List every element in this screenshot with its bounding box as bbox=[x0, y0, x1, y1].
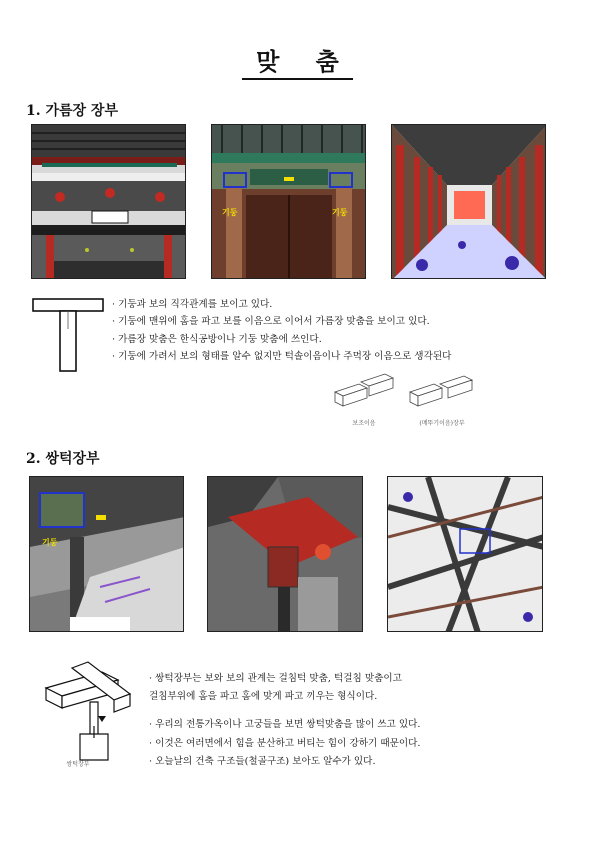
photo-red-bracket bbox=[207, 476, 363, 632]
section2-bullet: · 우리의 전통가옥이나 고궁들을 보면 쌍턱맞춤을 많이 쓰고 있다. bbox=[149, 719, 421, 730]
section1-bullet: · 기둥에 가려서 보의 형태를 알수 없지만 턱솔이음이나 주먹장 이음으로 생각된다 bbox=[112, 350, 452, 362]
column-label: 기둥 bbox=[42, 537, 58, 547]
t-joint-diagram bbox=[31, 297, 105, 373]
ssangteok-diagram-caption: 쌍턱장부 bbox=[66, 761, 90, 768]
section2-bullet: 걸침부위에 홈을 파고 홈에 맞게 파고 끼우는 형식이다. bbox=[149, 691, 378, 702]
section2-bullets-a bbox=[149, 670, 402, 706]
page-title: 맞 춤 bbox=[0, 42, 595, 77]
joint-sketch-1-caption: 보조이음 bbox=[352, 420, 376, 427]
section2-bullets-b bbox=[149, 716, 420, 772]
photo-beam-structure bbox=[387, 476, 543, 632]
photo-gate-columns bbox=[211, 124, 366, 279]
photo-palace-gate bbox=[31, 124, 186, 279]
section2-heading: 2. 쌍턱장부 bbox=[26, 451, 100, 467]
section2-bullet: · 오늘날의 건축 구조들(철골구조) 보아도 알수가 있다. bbox=[149, 756, 376, 767]
section1-heading: 1. 가름장 장부 bbox=[26, 103, 118, 119]
section1-bullets bbox=[112, 296, 451, 365]
photo-bracket-closeup bbox=[29, 476, 184, 632]
photo-corridor bbox=[391, 124, 546, 279]
section2-bullet: · 쌍턱장부는 보와 보의 관계는 걸침턱 맞춤, 턱걸침 맞춤이고 bbox=[149, 673, 402, 684]
column-label-left: 기둥 bbox=[222, 207, 238, 217]
joint-sketch-1 bbox=[331, 372, 397, 412]
section1-bullet: · 기둥에 맨위에 홈을 파고 보를 이음으로 이어서 가름장 맞춤을 보이고 있다. bbox=[112, 316, 430, 328]
section2-bullet: · 이것은 여러면에서 힘을 분산하고 버티는 힘이 강하기 때문이다. bbox=[149, 737, 421, 749]
column-label-right: 기둥 bbox=[332, 207, 348, 217]
section1-bullet: · 기둥과 보의 직각관계를 보이고 있다. bbox=[112, 299, 273, 310]
joint-sketch-2-caption: (메뚜기이음)장부 bbox=[419, 420, 465, 427]
section1-bullet: · 가름장 맞춤은 한식공방이나 기둥 맞춤에 쓰인다. bbox=[112, 333, 322, 345]
joint-sketch-2 bbox=[406, 372, 476, 412]
